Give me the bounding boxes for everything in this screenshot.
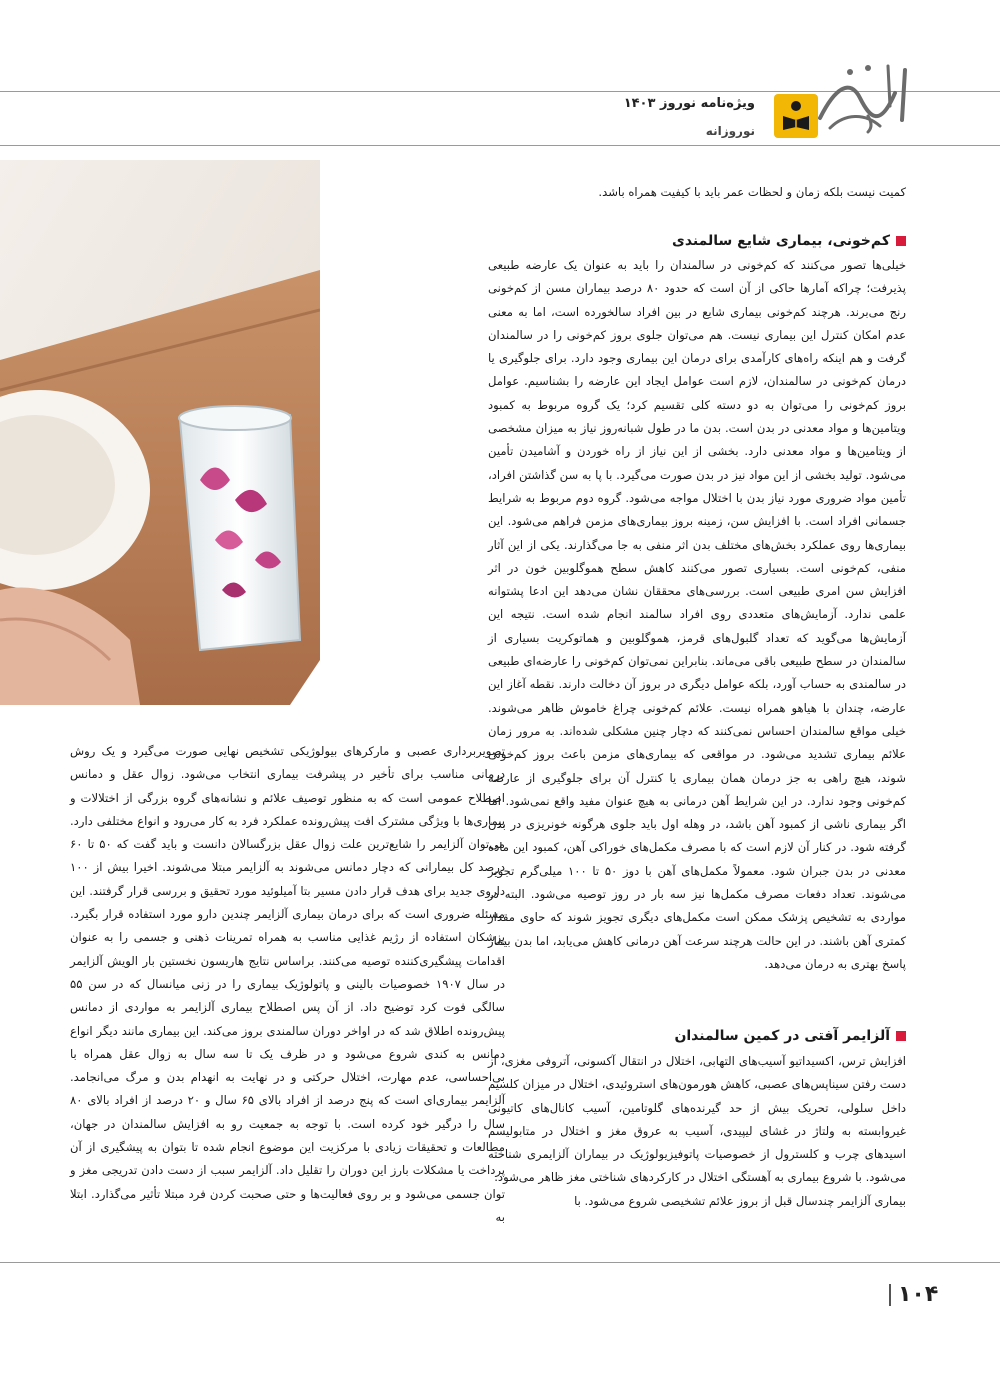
header-rule-bottom xyxy=(0,145,1000,146)
page-number-bar xyxy=(889,1284,891,1306)
left-column-body: تصویربرداری عصبی و مارکرهای بیولوژیکی تشخیص نهایی صورت می‌گیرد و یک روش درمانی مناسب برای تأخیر در پیشرفت بیماری انتخاب می‌شود. زوال عقل و دمانس اصطلاح عمومی است که به منظور توصیف علائم و نشانه‌های گروه بزرگی از اختلالات و بیماری‌ها با ویژگی مشترک افت پیش‌رونده عملکرد فرد به کار می‌رود و انواع مختلفی دارد. می‌توان آلزایمر را شایع‌ترین علت زوال عقل بزرگسالان دانست و باید گفت که ۵۰ تا ۶۰ درصد کل بیمارانی که دچار دمانس می‌شوند به آلزایمر مبتلا می‌شوند. اخیرا بیش از ۱۰۰ داروی جدید برای هدف قرار دادن مسیر بتا آمیلوئید مورد تحقیق و بررسی قرار گرفتند. این مسئله ضروری است که برای درمان بیماری آلزایمر چندین دارو مورد استفاده قرار بگیرد. پزشکان استفاده از رژیم غذایی مناسب به همراه تمرینات ذهنی و جسمی را به عنوان اقدامات پیشگیری‌کننده توصیه می‌کنند. براساس نتایج هاریسون نخستین بار الویش آلزایمر در سال ۱۹۰۷ خصوصیات بالینی و پاتولوژیک بیماری را در زنی میانسال که در سن ۵۵ سالگی فوت کرد توضیح داد. از آن پس اصطلاح بیماری آلزایمر به مواردی از دمانس پیش‌رونده اطلاق شد که در اواخر دوران سالمندی بروز می‌کند. این بیماری مانند دیگر انواع دمانس به کندی شروع می‌شود و در ظرف یک تا سه سال به زوال عقل همراه با بی‌احساسی، عدم مهارت، اختلال حرکتی و در نهایت به انهدام بدن و مرگ می‌انجامد. آلزایمر بیماری‌ای است که پنج درصد از افراد بالای ۶۵ سال و ۲۰ درصد از افراد بالای ۸۰ سال را درگیر خود کرده است. با توجه به جمعیت رو به افزایش سالمندان در جهان، مطالعات و تحقیقات زیادی با مرکزیت این موضوع انجام شده تا بتوان به پیشگیری از آن پرداخت یا مشکلات بارز این دوران را تقلیل داد. آلزایمر سبب از دست دادن تدریجی مغز و توان جسمی می‌شود و بر روی فعالیت‌ها و حتی صحبت کردن فرد مبتلا تأثیر می‌گذارد. ابتلا به xyxy=(70,744,506,1224)
section-heading-alzheimer xyxy=(674,1028,906,1044)
alzheimer-body: افزایش ترس، اکسیداتیو آسیب‌های التهابی، اختلال در انتقال آکسونی، آتروفی مغزی، از دست رفتن سیناپس‌های عصبی، کاهش هورمون‌های استروئیدی، اختلال در میزان کلسیم داخل سلولی، تحریک بیش از حد گیرنده‌های گلوتامین، آسیب کانال‌های کاتیونی غیروابسته به ولتاژ در غشای لیپیدی، آسیب به عروق مغز و اختلال در متابولیسم اسیدهای چرب و کلسترول از خصوصیات پاتوفیزیولوژیک در بیماران آلزایمری شناخته می‌شود. با شروع بیماری به آهستگی اختلال در کارکردهای شناختی مغز ظاهر می‌شود. xyxy=(488,1054,906,1185)
magazine-logo xyxy=(810,58,920,138)
intro-paragraph xyxy=(488,181,906,204)
alzheimer-body-continued: بیماری آلزایمر چندسال قبل از بروز علائم تشخیصی شروع می‌شود. با xyxy=(574,1193,906,1208)
section-bullet xyxy=(896,1031,906,1041)
left-column-article xyxy=(70,740,505,1229)
page-number: ۱۰۴ xyxy=(898,1282,939,1307)
footer-rule xyxy=(0,1262,1000,1263)
article-photo xyxy=(0,160,320,705)
edition-title: ویژه‌نامه نوروز ۱۴۰۳ xyxy=(623,96,755,111)
alzheimer-article xyxy=(488,1050,906,1213)
section-title-alzheimer: آلزایمر آفتی در کمین سالمندان xyxy=(674,1028,890,1044)
section-name: نوروزانه xyxy=(705,124,755,138)
reading-person-icon xyxy=(774,94,818,138)
intro-line: کمیت نیست بلکه زمان و لحظات عمر باید با کیفیت همراه باشد. xyxy=(598,185,906,199)
section-bullet xyxy=(896,236,906,246)
section-title-anemia: کم‌خونی، بیماری شایع سالمندی xyxy=(672,233,890,249)
anemia-article xyxy=(488,254,906,976)
section-heading-anemia xyxy=(672,233,906,249)
anemia-body: خیلی‌ها تصور می‌کنند که کم‌خونی در سالمندان را باید به عنوان یک عارضه طبیعی پذیرفت؛ چراکه آمارها حاکی از آن است که حدود ۸۰ درصد بیماران مسن از کم‌خونی رنج می‌برند. هرچند کم‌خونی بیماری شایع در بین افراد سالخورده است، اما به معنی عدم امکان کنترل این بیماری نیست. هم می‌توان جلوی بروز کم‌خونی را در سالمندان گرفت و هم اینکه راه‌های کارآمدی برای درمان این بیماری وجود دارد. برای جلوگیری یا درمان کم‌خونی در سالمندان، لازم است عوامل ایجاد این عارضه را بشناسیم. عوامل بروز کم‌خونی را می‌توان به دو دسته کلی تقسیم کرد؛ یک گروه مربوط به کمبود ویتامین‌ها و مواد معدنی در بدن است. بدن ما در طول شبانه‌روز نیاز به میزان مشخصی از ویتامین‌ها و مواد معدنی دارد. بخشی از این نیاز از راه خوردن و آشامیدن تأمین می‌شود. تولید بخشی از این مواد نیز در بدن صورت می‌گیرد. با پا به سن گذاشتن افراد، تأمین مواد ضروری مورد نیاز بدن با اختلال مواجه می‌شود. گروه دوم مربوط به شرایط جسمانی افراد است. با افزایش سن، زمینه بروز بیماری‌های مزمن فراهم می‌شود. این بیماری‌ها روی عملکرد بخش‌های مختلف بدن اثر منفی به جا می‌گذارند. یکی از این آثار منفی، کم‌خونی است. بسیاری تصور می‌کنند کاهش سطح هموگلوبین خون در اثر افزایش سن امری طبیعی است. بررسی‌های محققان نشان می‌دهد این ادعا پشتوانه علمی ندارد. آزمایش‌های متعددی روی افراد سالمند انجام شده است. نتیجه این آزمایش‌ها می‌گوید که تعداد گلبول‌های قرمز، هموگلوبین و هماتوکریت بسیاری از سالمندان در سطح طبیعی باقی می‌ماند. بنابراین نمی‌توان کم‌خونی را عارضه‌ای طبیعی در سالمندی به حساب آورد، بلکه عوامل دیگری در بروز آن دخالت دارند. نقطه آغاز این عارضه، چندان با هیاهو همراه نیست. علائم کم‌خونی چراغ خاموش ظاهر می‌شوند. خیلی مواقع سالمندان احساس نمی‌کنند که دچار چنین مشکلی شده‌اند. به مرور زمان علائم بیماری تشدید می‌شود. در مواقعی که بیماری‌های مزمن باعث بروز کم‌خونی شوند، هیچ راهی به جز درمان همان بیماری یا کنترل آن برای جلوگیری از عارضه کم‌خونی وجود ندارد. در این شرایط آهن درمانی به هیچ عنوان مفید واقع نمی‌شود. اما اگر بیماری ناشی از کمبود آهن باشد، در وهله اول باید جلوی هرگونه خونریزی در بدن گرفته شود. در کنار آن لازم است که با مصرف مکمل‌های خوراکی آهن، کمبود این ماده معدنی در بدن جبران شود. معمولاً مکمل‌های آهن با دوز ۵۰ تا ۱۰۰ میلی‌گرم تجویز می‌شوند. تعداد دفعات مصرف مکمل‌ها نیز سه بار در روز توصیه می‌شود. البته در مواردی به تشخیص پزشک ممکن است مکمل‌های دیگری تجویز شوند که حاوی مقدار کمتری آهن باشند. در این حالت هرچند سرعت آهن درمانی کاهش می‌یابد، اما بدن بیمار پاسخ بهتری به درمان می‌دهد. xyxy=(488,258,906,971)
